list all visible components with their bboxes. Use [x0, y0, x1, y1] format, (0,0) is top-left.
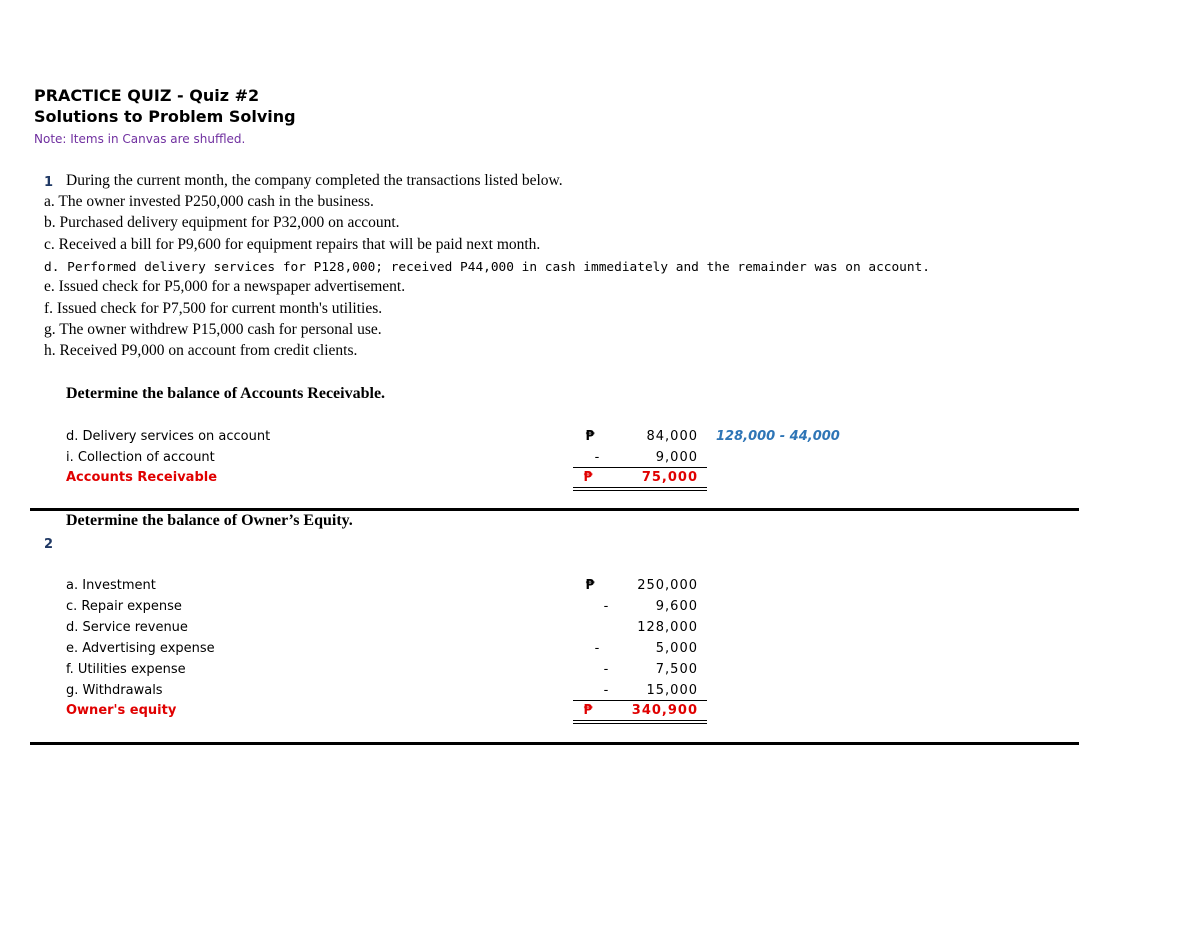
shuffle-note: Note: Items in Canvas are shuffled.: [34, 132, 246, 146]
oe-total-amount: 340,900: [631, 703, 698, 718]
transaction-f: f. Issued check for P7,500 for current month's utilities.: [44, 300, 383, 317]
ar-row-label: d. Delivery services on account: [66, 429, 271, 444]
peso-sign: ₱: [585, 578, 595, 593]
page-subtitle: Solutions to Problem Solving: [34, 107, 296, 126]
minus-sign: -: [594, 450, 600, 465]
transaction-h: h. Received P9,000 on account from credit clients.: [44, 342, 358, 359]
page-title: PRACTICE QUIZ - Quiz #2: [34, 86, 260, 105]
ar-total-amount: 75,000: [641, 470, 698, 485]
double-underline-bottom: [573, 490, 707, 491]
oe-total-label: Owner's equity: [66, 703, 177, 718]
ar-row-amount: 84,000: [646, 429, 698, 444]
minus-sign: -: [603, 683, 609, 698]
transaction-b: b. Purchased delivery equipment for P32,000 on account.: [44, 214, 400, 231]
subtotal-line: [573, 467, 707, 468]
oe-row-label: a. Investment: [66, 578, 156, 593]
ar-row-amount: 9,000: [655, 450, 698, 465]
oe-row-label: c. Repair expense: [66, 599, 182, 614]
peso-sign: ₱: [583, 470, 593, 485]
oe-row-amount: 7,500: [655, 662, 698, 677]
ar-row-label: i. Collection of account: [66, 450, 215, 465]
oe-row-label: g. Withdrawals: [66, 683, 163, 698]
problem-1-number: 1: [44, 175, 54, 190]
transaction-a: a. The owner invested P250,000 cash in the business.: [44, 193, 374, 210]
transaction-g: g. The owner withdrew P15,000 cash for personal use.: [44, 321, 382, 338]
section-divider: [30, 508, 1079, 511]
oe-row-amount: 9,600: [655, 599, 698, 614]
ar-calc-note: 128,000 - 44,000: [716, 429, 840, 444]
oe-row-label: d. Service revenue: [66, 620, 188, 635]
transaction-e: e. Issued check for P5,000 for a newspaper advertisement.: [44, 278, 406, 295]
problem-2-question: Determine the balance of Owner’s Equity.: [66, 512, 353, 529]
ar-total-label: Accounts Receivable: [66, 470, 218, 485]
peso-sign: ₱: [585, 429, 595, 444]
subtotal-line: [573, 700, 707, 701]
section-divider: [30, 742, 1079, 745]
oe-row-amount: 128,000: [637, 620, 698, 635]
minus-sign: -: [594, 641, 600, 656]
transaction-c: c. Received a bill for P9,600 for equipment repairs that will be paid next month.: [44, 236, 541, 253]
double-underline-top: [573, 487, 707, 488]
oe-row-label: e. Advertising expense: [66, 641, 215, 656]
oe-row-amount: 5,000: [655, 641, 698, 656]
problem-2-number: 2: [44, 537, 54, 552]
transaction-d: d. Performed delivery services for P128,000; received P44,000 in cash immediately and the remainder was on account.: [44, 260, 931, 275]
oe-row-amount: 15,000: [646, 683, 698, 698]
problem-1-intro: During the current month, the company completed the transactions listed below.: [66, 172, 563, 189]
peso-sign: ₱: [583, 703, 593, 718]
double-underline-top: [573, 720, 707, 721]
problem-1-question: Determine the balance of Accounts Receivable.: [66, 385, 386, 402]
oe-row-amount: 250,000: [637, 578, 698, 593]
double-underline-bottom: [573, 723, 707, 724]
minus-sign: -: [603, 662, 609, 677]
minus-sign: -: [603, 599, 609, 614]
oe-row-label: f. Utilities expense: [66, 662, 186, 677]
